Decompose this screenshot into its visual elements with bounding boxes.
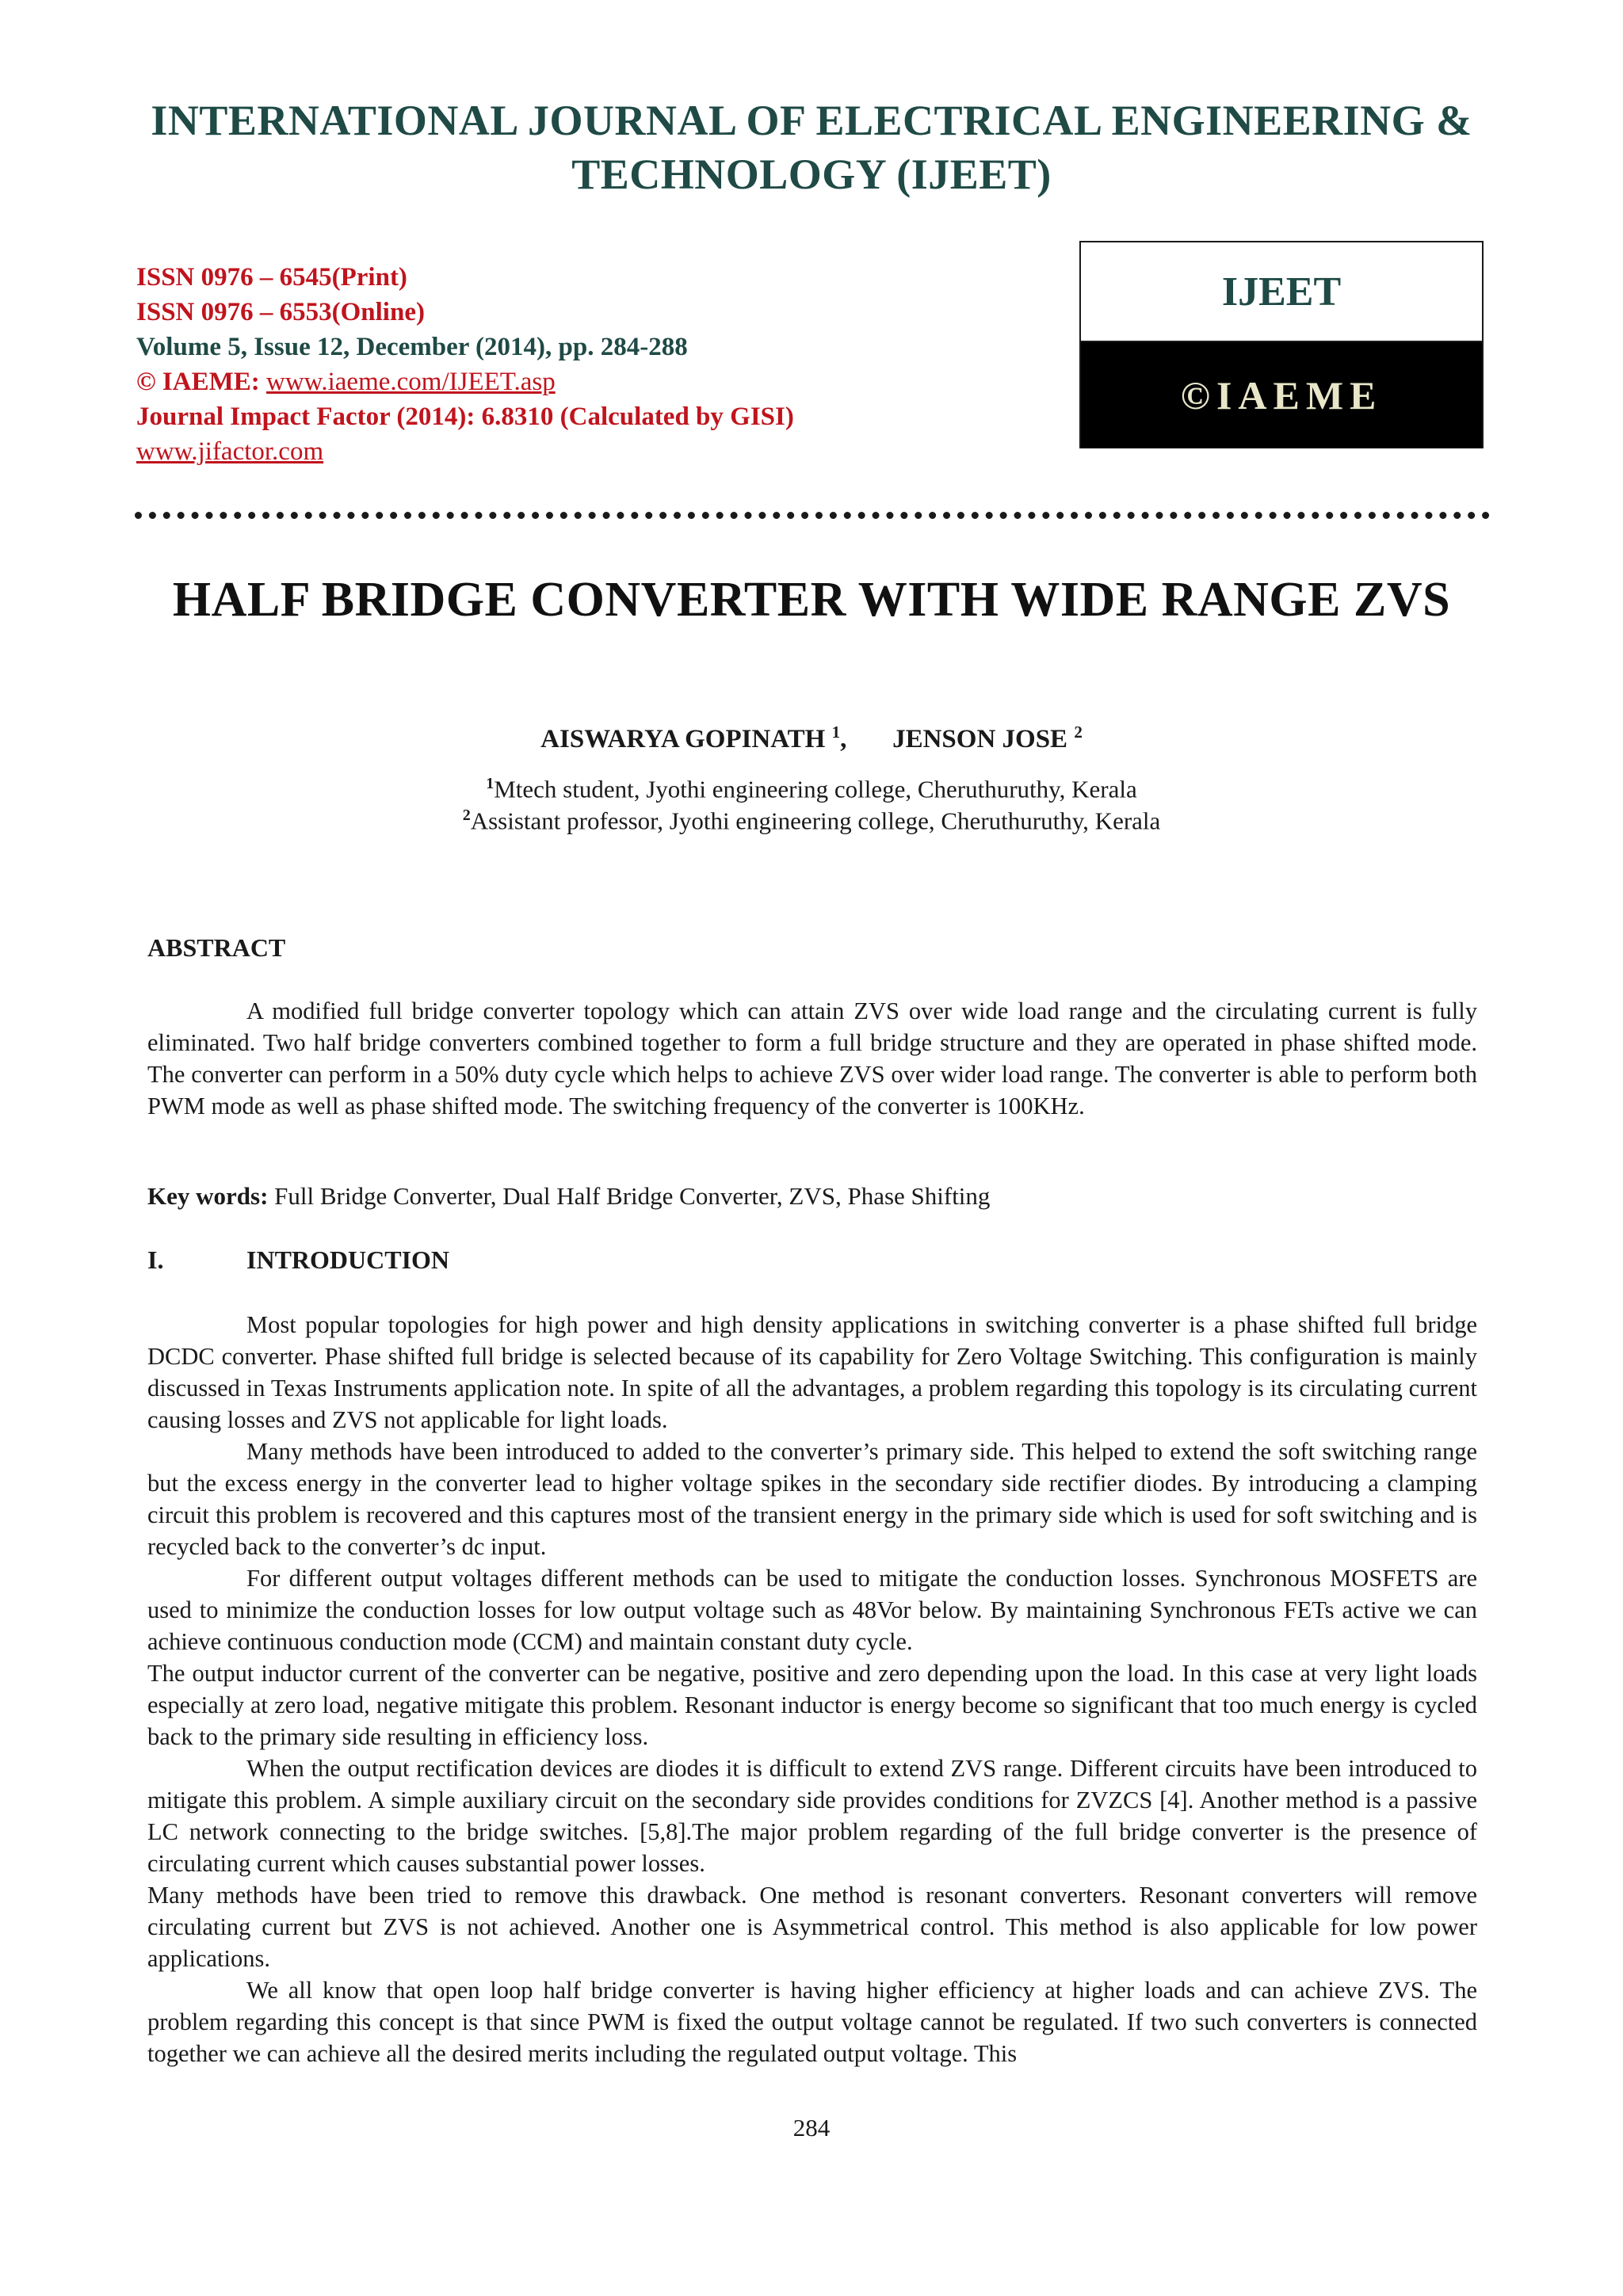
journal-title — [0, 93, 1623, 201]
author-1-sup: 1 — [831, 723, 841, 742]
affiliation-2-sup: 2 — [462, 807, 471, 824]
issn-print: ISSN 0976 – 6545(Print) — [136, 263, 407, 292]
iaeme-line — [136, 364, 1048, 399]
keywords — [147, 1182, 1477, 1211]
intro-paragraph-3: For different output voltages different methods can be used to mitigate the conduction losses. Synchronous MOSFETS are used to minimize the conduction losses for low output voltage such as 48Vor below. By maintaining Synchronous FETs active we can achieve continuous conduction mode (CCM) and maintain constant duty cycle. — [147, 1565, 1477, 1655]
abstract-text: A modified full bridge converter topology which can attain ZVS over wide load range and the circulating current is fully eliminated. Two half bridge converters combined together to form a full bridge structure and they are operated in phase shifted mode. The converter can perform in a 50% duty cycle which helps to achieve ZVS over wider load range. The converter is able to perform both PWM mode as well as phase shifted mode. The switching frequency of the converter is 100KHz. — [147, 997, 1477, 1119]
section-title: INTRODUCTION — [246, 1245, 450, 1274]
intro-paragraph-4: The output inductor current of the converter can be negative, positive and zero depending upon the load. In this case at very light loads especially at zero load, negative mitigate this problem. Resonant inductor is energy become so significant that too much energy is cycled back to the primary side resulting in efficiency loss. — [147, 1660, 1477, 1750]
jifactor-link[interactable]: www.jifactor.com — [136, 437, 324, 466]
iaeme-label: © IAEME: — [136, 368, 266, 396]
journal-title-line1: INTERNATIONAL JOURNAL OF ELECTRICAL ENGINEERING & — [151, 97, 1472, 144]
issn-online: ISSN 0976 – 6553(Online) — [136, 298, 425, 326]
authors: AISWARYA GOPINATH $^1$, JENSON JOSE $^2$ — [540, 723, 1083, 753]
abstract-heading: ABSTRACT — [147, 933, 286, 962]
keywords-label: Key words: — [147, 1182, 269, 1210]
section-number: I. — [147, 1245, 164, 1274]
keywords-text: Full Bridge Converter, Dual Half Bridge Converter, ZVS, Phase Shifting — [268, 1182, 991, 1210]
journal-title-line2: TECHNOLOGY (IJEET) — [571, 151, 1052, 198]
paper-title: HALF BRIDGE CONVERTER WITH WIDE RANGE ZVS — [172, 573, 1451, 627]
affiliation-1-text: Mtech student, Jyothi engineering college, Cheruthuruthy, Kerala — [494, 775, 1137, 803]
author-1: AISWARYA GOPINATH — [540, 725, 826, 753]
affiliation-2-text: Assistant professor, Jyothi engineering college, Cheruthuruthy, Kerala — [470, 807, 1161, 835]
impact-factor: Journal Impact Factor (2014): 6.8310 (Calculated by GISI) — [136, 402, 794, 431]
journal-info-block — [136, 260, 1048, 469]
intro-paragraph-5: When the output rectification devices are diodes it is difficult to extend ZVS range. Different circuits have been introduced to mitigate this problem. A simple auxiliary circuit on the secondary side provides conditions for ZVZCS [4]. Another method is a passive LC network connecting to the bridge switches. [5,8].The major problem regarding of the full bridge converter is the presence of circulating current which causes substantial power losses. — [147, 1755, 1477, 1877]
affiliation-1 — [0, 775, 1623, 803]
journal-logo — [1079, 241, 1484, 448]
intro-paragraph-2: Many methods have been introduced to added to the converter’s primary side. This helped to extend the soft switching range but the excess energy in the converter lead to higher voltage spikes in the secondary side rectifier diodes. By introducing a clamping circuit this problem is recovered and this captures most of the transient energy in the primary side which is used for soft switching and is recycled back to the converter’s dc input. — [147, 1438, 1477, 1560]
affiliation-1-sup: 1 — [486, 775, 495, 792]
affiliation-2 — [0, 807, 1623, 835]
iaeme-link[interactable]: www.iaeme.com/IJEET.asp — [266, 368, 556, 396]
intro-paragraph-7: We all know that open loop half bridge converter is having higher efficiency at higher loads and can achieve ZVS. The problem regarding this concept is that since PWM is fixed the output voltage cannot be regulated. If two such converters is connected together we can achieve all the desired merits including the regulated output voltage. This — [147, 1977, 1477, 2067]
intro-paragraph-1: Most popular topologies for high power and high density applications in switching converter is a phase shifted full bridge DCDC converter. Phase shifted full bridge is selected because of its capability for Zero Voltage Switching. This configuration is mainly discussed in Texas Instruments application note. In spite of all the advantages, a problem regarding this topology is its circulating current causing losses and ZVS not applicable for light loads. — [147, 1311, 1477, 1433]
logo-iaeme: ©IAEME — [1081, 342, 1482, 448]
author-2-sup: 2 — [1074, 723, 1083, 742]
page-number: 284 — [792, 2114, 831, 2142]
intro-paragraph-6: Many methods have been tried to remove this drawback. One method is resonant converters. Resonant converters will remove circulating current but ZVS is not achieved. Another one is Asymmetrical control. This method is also applicable for low power applications. — [147, 1882, 1477, 1972]
author-2: JENSON JOSE — [892, 725, 1068, 753]
dotted-divider — [135, 512, 1490, 519]
logo-ijeet: IJEET — [1081, 242, 1482, 342]
volume-info: Volume 5, Issue 12, December (2014), pp. 284-288 — [136, 333, 688, 361]
